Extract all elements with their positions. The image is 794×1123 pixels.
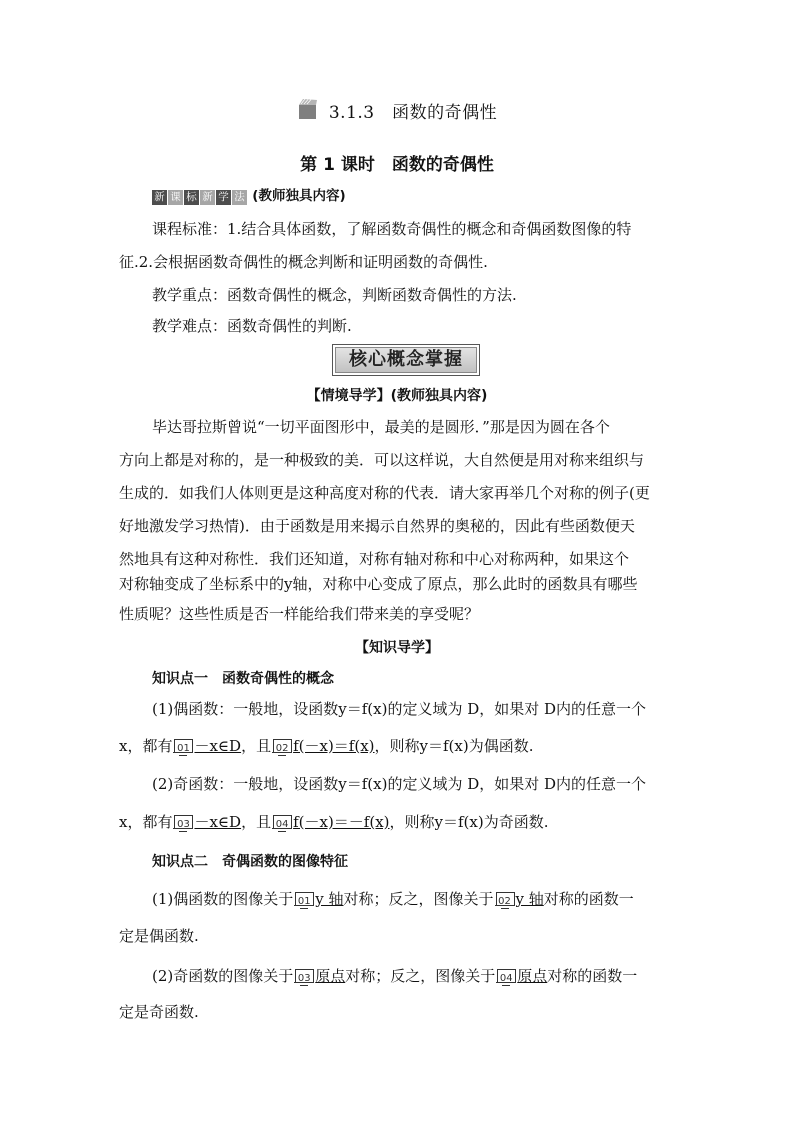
blank-marker: 03 <box>294 965 314 987</box>
section-title: 3.1.3 函数的奇偶性 <box>328 103 498 123</box>
standards-line-2: 征.2.会根据函数奇偶性的概念判断和证明函数的奇偶性. <box>119 253 488 271</box>
knowledge-heading: 【知识导学】 <box>355 640 439 656</box>
odd-definition-line-1: (2)奇函数：一般地，设函数y＝f(x)的定义域为 D，如果对 D内的任意一个 <box>152 775 647 793</box>
lesson-subtitle: 第 1 课时 函数的奇偶性 <box>300 155 494 175</box>
blank-marker: 01 <box>294 888 314 910</box>
even-graph-line-1: (1)偶函数的图像关于 01 y 轴对称；反之，图像关于 02 y 轴对称的函数一 <box>152 890 634 908</box>
answer-blank: 原点 <box>315 967 346 985</box>
blank-marker: 04 <box>496 965 516 987</box>
tag-tile: 学 <box>216 190 231 205</box>
teacher-tag <box>152 184 346 205</box>
banner-label: 核心概念掌握 <box>349 349 463 370</box>
answer-blank: －x∈D <box>194 813 242 831</box>
section-title-row <box>0 98 794 123</box>
odd-definition-line-2: x，都有 03 －x∈D，且 04 f(－x)＝－f(x)，则称y＝f(x)为奇函数. <box>119 813 549 831</box>
odd-graph-line-1: (2)奇函数的图像关于 03 原点对称；反之，图像关于 04 原点对称的函数一 <box>152 967 638 985</box>
core-concept-banner <box>332 344 480 376</box>
teaching-difficulty: 教学难点：函数奇偶性的判断. <box>152 317 352 335</box>
tag-tile: 标 <box>184 190 199 205</box>
even-definition-line-1: (1)偶函数：一般地，设函数y＝f(x)的定义域为 D，如果对 D内的任意一个 <box>152 700 647 718</box>
blank-marker: 02 <box>495 888 515 910</box>
tag-note: (教师独具内容) <box>252 188 346 204</box>
tag-tile: 法 <box>232 190 247 205</box>
even-definition-line-2: x，都有 01 －x∈D，且 02 f(－x)＝f(x)，则称y＝f(x)为偶函数. <box>119 737 534 755</box>
teaching-focus: 教学重点：函数奇偶性的概念，判断函数奇偶性的方法. <box>152 286 517 304</box>
answer-blank: f(－x)＝－f(x) <box>293 813 390 831</box>
situation-line: 对称轴变成了坐标系中的y轴，对称中心变成了原点，那么此时的函数具有哪些 <box>119 575 638 593</box>
tag-tile: 新 <box>200 190 215 205</box>
tag-tile: 课 <box>168 190 183 205</box>
blank-marker: 04 <box>272 811 292 833</box>
answer-blank: f(－x)＝f(x) <box>293 737 375 755</box>
answer-blank: y 轴 <box>315 890 344 908</box>
knowledge-point-2-title: 知识点二 奇偶函数的图像特征 <box>152 854 348 870</box>
blank-marker: 01 <box>173 735 193 757</box>
answer-blank: 原点 <box>517 967 548 985</box>
even-graph-line-2: 定是偶函数. <box>119 927 199 945</box>
book-icon <box>297 98 319 120</box>
odd-graph-line-2: 定是奇函数. <box>119 1003 199 1021</box>
tag-tile: 新 <box>152 190 167 205</box>
situation-heading: 【情境导学】(教师独具内容) <box>306 388 488 404</box>
blank-marker: 02 <box>272 735 292 757</box>
situation-line: 性质呢？这些性质是否一样能给我们带来美的享受呢？ <box>119 605 480 623</box>
situation-line: 毕达哥拉斯曾说“一切平面图形中，最美的是圆形．”那是因为圆在各个 <box>152 418 610 436</box>
answer-blank: y 轴 <box>515 890 544 908</box>
answer-blank: －x∈D <box>194 737 242 755</box>
knowledge-point-1-title: 知识点一 函数奇偶性的概念 <box>152 671 334 687</box>
situation-line: 然地具有这种对称性．我们还知道，对称有轴对称和中心对称两种，如果这个 <box>119 550 630 568</box>
situation-line: 生成的．如我们人体则更是这种高度对称的代表．请大家再举几个对称的例子(更 <box>119 484 650 502</box>
situation-line: 好地激发学习热情)．由于函数是用来揭示自然界的奥秘的，因此有些函数便天 <box>119 517 635 535</box>
situation-line: 方向上都是对称的，是一种极致的美．可以这样说，大自然便是用对称来组织与 <box>119 451 645 469</box>
blank-marker: 03 <box>173 811 193 833</box>
standards-line-1: 课程标准：1.结合具体函数，了解函数奇偶性的概念和奇偶函数图像的特 <box>152 220 632 238</box>
